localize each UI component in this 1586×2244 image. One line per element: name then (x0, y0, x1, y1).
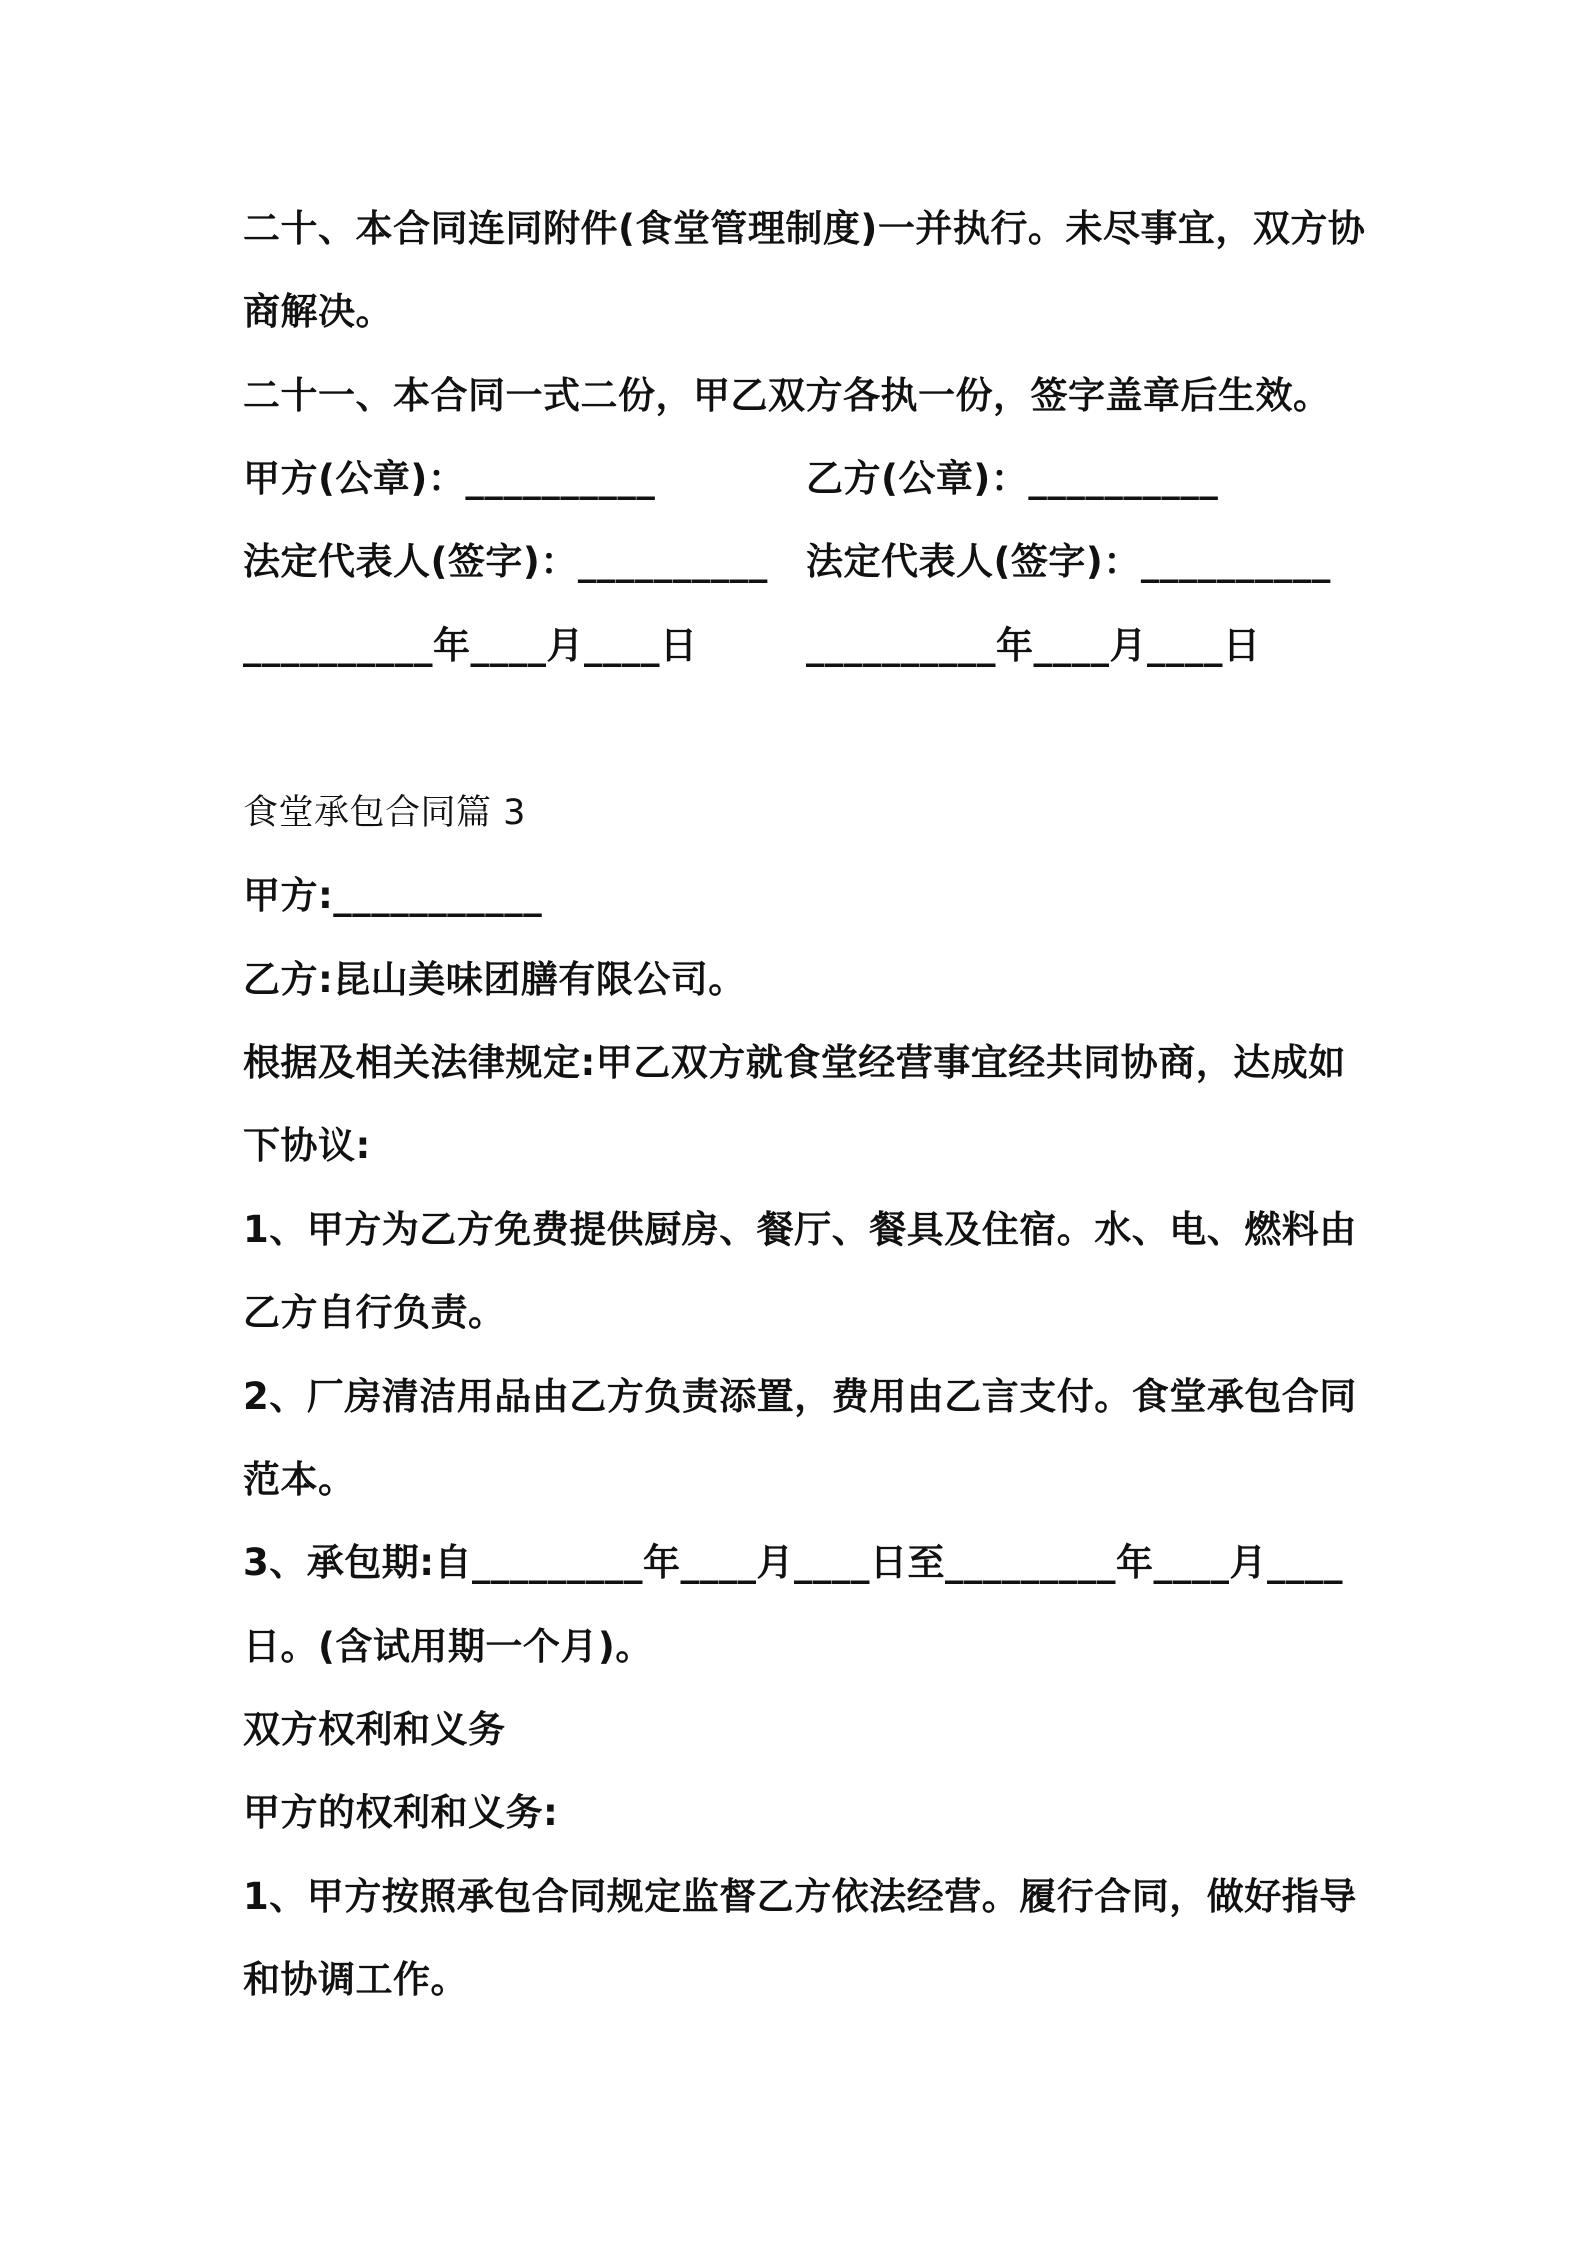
intro-line2: 下协议: (243, 1124, 371, 1167)
party-b-seal: 乙方(公章)：__________ (806, 457, 1219, 500)
section-title: 食堂承包合同篇 3 (243, 793, 526, 833)
party-a-seal: 甲方(公章)：__________ (243, 457, 656, 500)
item1-line2: 乙方自行负责。 (243, 1291, 506, 1334)
item3-line1: 3、承包期:自_________年____月____日至_________年____月____ (243, 1541, 1344, 1584)
party-b-representative: 法定代表人(签字)：__________ (806, 540, 1331, 583)
party-b-date: __________年____月____日 (806, 624, 1261, 667)
item3-line2: 日。(含试用期一个月)。 (243, 1625, 653, 1668)
item1-line1: 1、甲方为乙方免费提供厨房、餐厅、餐具及住宿。水、电、燃料由 (243, 1208, 1357, 1251)
party-a-representative: 法定代表人(签字)：__________ (243, 540, 768, 583)
clause-21: 二十一、本合同一式二份，甲乙双方各执一份，签字盖章后生效。 (243, 374, 1331, 417)
party-b-line: 乙方:昆山美味团膳有限公司。 (243, 958, 746, 1001)
item2-line1: 2、厂房清洁用品由乙方负责添置，费用由乙言支付。食堂承包合同 (243, 1375, 1357, 1418)
rights1-line2: 和协调工作。 (243, 1958, 468, 2001)
party-a-date: __________年____月____日 (243, 624, 698, 667)
clause-20-line1: 二十、本合同连同附件(食堂管理制度)一并执行。未尽事宜，双方协 (243, 207, 1366, 250)
clause-20-line2: 商解决。 (243, 290, 393, 333)
intro-line1: 根据及相关法律规定:甲乙双方就食堂经营事宜经共同协商，达成如 (243, 1041, 1346, 1084)
rights1-line1: 1、甲方按照承包合同规定监督乙方依法经营。履行合同，做好指导 (243, 1875, 1357, 1918)
party-a-line: 甲方:___________ (243, 874, 543, 917)
party-a-rights-heading: 甲方的权利和义务: (243, 1791, 559, 1834)
item2-line2: 范本。 (243, 1458, 356, 1501)
rights-heading: 双方权利和义务 (243, 1708, 506, 1751)
